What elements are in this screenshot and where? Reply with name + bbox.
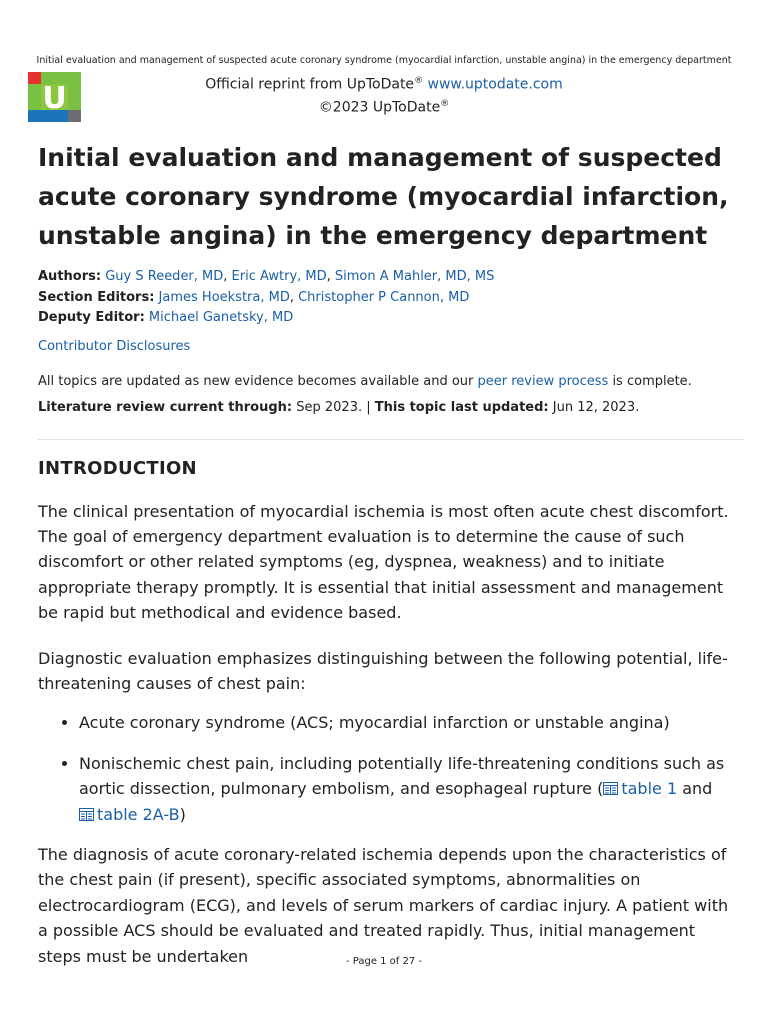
running-title: Initial evaluation and management of suspected acute coronary syndrome (myocardial infarction, unstable angina) in the emergency department [36,55,732,66]
table-icon [603,782,618,795]
section-editors-line: Section Editors: James Hoekstra, MD, Christopher P Cannon, MD [38,289,470,305]
intro-paragraph-3: The diagnosis of acute coronary-related ischemia depends upon the characteristics of the chest pain (if present), specific associated symptoms, abnormalities on electrocardiogram (ECG), and levels of serum markers of cardiac injury. A patient with a possible ACS should be evaluated and treated rapidly. Thus, initial management steps must be undertaken [38,844,729,966]
author-link[interactable]: Guy S Reeder, MD [105,269,224,284]
lit-review-value: Sep 2023. | [292,399,375,415]
list-item: • Nonischemic chest pain, including potentially life-threatening conditions such as aortic dissection, pulmonary embolism, and esophageal rupture ( table 1 and table 2A-B) [79,751,738,827]
registered-mark: ® [414,76,424,86]
reprint-notice [0,72,768,117]
section-editor-link[interactable]: James Hoekstra, MD [158,289,290,305]
author-link[interactable]: Simon A Mahler, MD, MS [334,269,495,284]
author-link[interactable]: Eric Awtry, MD [231,269,327,284]
cause-list [38,710,738,827]
deputy-editor-label: Deputy Editor: [38,310,145,325]
table-icon [79,808,94,821]
section-editor-link[interactable]: Christopher P Cannon, MD [298,289,470,305]
update-notice: All topics are updated as new evidence becomes available and our peer review process is complete. [38,373,692,389]
list-item: • Acute coronary syndrome (ACS; myocardial infarction or unstable angina) [79,710,738,735]
divider [38,439,744,440]
authors-label: Authors: [38,269,102,284]
uptodate-link[interactable]: www.uptodate.com [427,76,563,93]
deputy-editor-link[interactable]: Michael Ganetsky, MD [148,310,294,325]
logo-letter: U [42,81,67,116]
review-dates [38,400,738,415]
last-updated-label: This topic last updated: [374,399,549,415]
deputy-editor-line [38,308,738,329]
contributor-disclosures-link[interactable]: Contributor Disclosures [38,338,191,354]
reprint-text: Official reprint from UpToDate [205,76,415,93]
page-number: - Page 1 of 27 - [345,956,423,967]
intro-paragraph-2: Diagnostic evaluation emphasizes distinguishing between the following potential, life-threatening causes of chest pain: [38,648,728,693]
last-updated-value: Jun 12, 2023. [548,399,640,415]
peer-review-link[interactable]: peer review process [477,373,609,389]
registered-mark-2: ® [440,98,450,109]
table-2a-b-link[interactable]: table 2A-B [79,805,180,824]
table-1-link[interactable]: table 1 [603,779,677,798]
authors-line: Authors: Guy S Reeder, MD, Eric Awtry, MD, Simon A Mahler, MD, MS [38,269,495,284]
article-meta [38,267,738,329]
copyright-text: ©2023 UpToDate [318,99,441,116]
article-content [38,138,738,969]
intro-paragraph-1: The clinical presentation of myocardial ischemia is most often acute chest discomfort. The goal of emergency department evaluation is to determine the cause of such discomfort or other related symptoms (eg, dyspnea, weakness) and to initiate appropriate therapy promptly. It is essential that initial assessment and management be rapid but methodical and evidence based. [38,501,729,623]
article-title: Initial evaluation and management of suspected acute coronary syndrome (myocardial infarction, unstable angina) in the emergency department [38,143,729,250]
section-editors-label: Section Editors: [38,289,155,305]
lit-review-label: Literature review current through: [38,399,293,415]
section-heading-introduction: INTRODUCTION [38,457,197,479]
